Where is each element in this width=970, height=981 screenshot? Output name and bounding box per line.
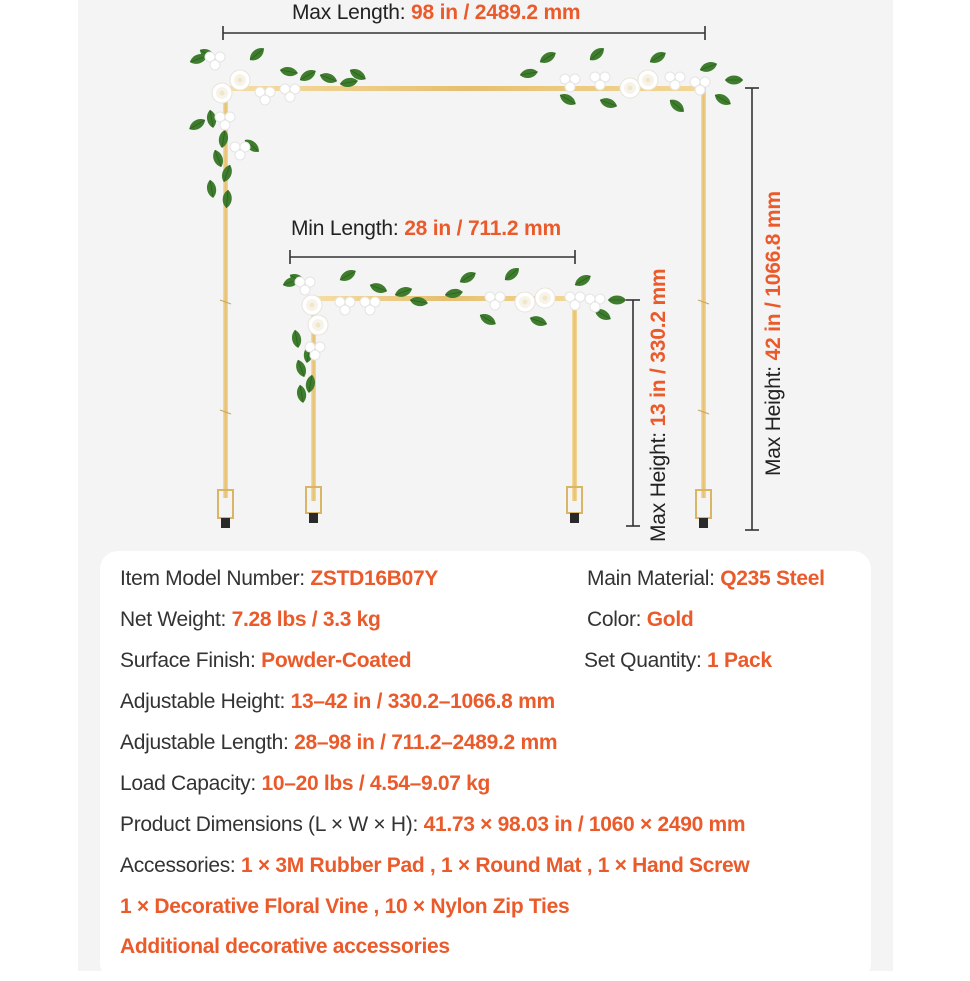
max-height-small-value: 13 in / 330.2 mm	[647, 268, 670, 427]
spec-accessories-line3: Additional decorative accessories	[120, 935, 450, 958]
min-length-value: 28 in / 711.2 mm	[404, 217, 561, 240]
spec-color: Color: Gold	[587, 608, 694, 631]
max-length-label: Max Length: 98 in / 2489.2 mm	[292, 1, 581, 24]
large-height-dimension-line	[745, 88, 759, 530]
floral-vine-large-right	[519, 45, 743, 115]
min-length-dimension-line	[290, 250, 575, 264]
floral-vine-large-left	[187, 45, 368, 208]
max-height-small-label: Max Height: 13 in / 330.2 mm	[647, 268, 670, 542]
spec-product-dimensions: Product Dimensions (L × W × H): 41.73 × 98.03 in / 1060 × 2490 mm	[120, 813, 746, 836]
small-arch-frame	[306, 296, 582, 523]
max-height-large-value: 42 in / 1066.8 mm	[762, 191, 785, 361]
max-height-large-label: Max Height: 42 in / 1066.8 mm	[762, 191, 785, 476]
spec-weight: Net Weight: 7.28 lbs / 3.3 kg	[120, 608, 381, 631]
spec-finish: Surface Finish: Powder-Coated	[120, 649, 412, 672]
max-length-dimension-line	[223, 26, 705, 40]
spec-quantity: Set Quantity: 1 Pack	[584, 649, 772, 672]
spec-model: Item Model Number: ZSTD16B07Y	[120, 567, 439, 590]
spec-accessories: Accessories: 1 × 3M Rubber Pad , 1 × Round Mat , 1 × Hand Screw	[120, 854, 750, 877]
floral-vine-small-left	[281, 267, 428, 403]
spec-adjustable-height: Adjustable Height: 13–42 in / 330.2–1066.8 mm	[120, 690, 555, 713]
spec-accessories-line2: 1 × Decorative Floral Vine , 10 × Nylon Zip Ties	[120, 895, 570, 918]
max-length-value: 98 in / 2489.2 mm	[411, 1, 581, 24]
min-length-label: Min Length: 28 in / 711.2 mm	[291, 217, 561, 240]
spec-material: Main Material: Q235 Steel	[587, 567, 825, 590]
small-height-dimension-line	[626, 300, 640, 526]
spec-load-capacity: Load Capacity: 10–20 lbs / 4.54–9.07 kg	[120, 772, 491, 795]
spec-adjustable-length: Adjustable Length: 28–98 in / 711.2–2489.2 mm	[120, 731, 558, 754]
large-arch-frame	[218, 86, 711, 528]
